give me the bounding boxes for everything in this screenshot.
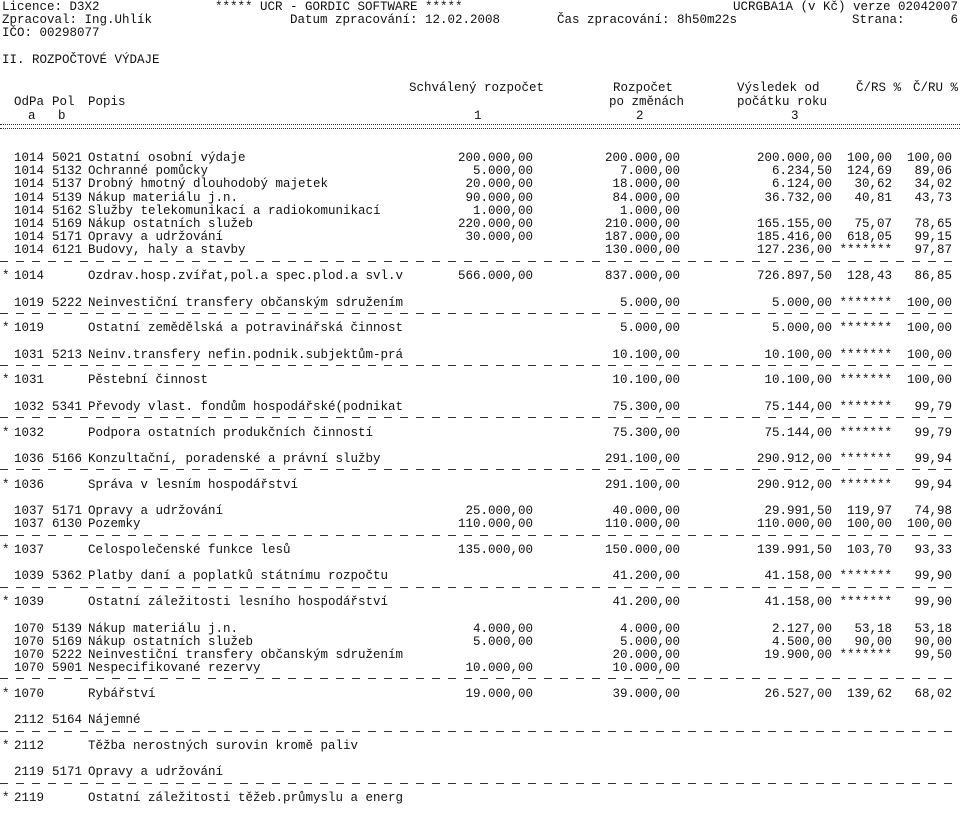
pol-cell: 5162 [52, 203, 83, 218]
odpa-cell: 1031 [14, 347, 45, 362]
popis-cell: Budovy, haly a stavby [88, 243, 246, 258]
schvaleny-value: 30.000,00 [465, 230, 533, 245]
subtotal-marker: * [2, 477, 10, 492]
popis-cell: Konzultační, poradenské a právní služby [88, 451, 381, 466]
odpa-cell: 1039 [14, 595, 45, 610]
ru-value: 99,15 [914, 230, 952, 245]
dashed-separator [0, 261, 960, 262]
vysledek-value: 10.100,00 [764, 347, 832, 362]
odpa-cell: 1039 [14, 569, 45, 584]
ru-value: 100,00 [906, 517, 952, 532]
subtotal-row [0, 739, 960, 753]
dashed-separator [0, 587, 960, 588]
rs-value: ******* [839, 595, 892, 610]
ru-value: 43,73 [914, 190, 952, 205]
odpa-cell: 1070 [14, 686, 45, 701]
rozpocet-value: 10.000,00 [612, 661, 680, 676]
subtotal-marker: * [2, 269, 10, 284]
rozpocet-value: 5.000,00 [619, 634, 680, 649]
schvaleny-value: 566.000,00 [457, 269, 533, 284]
rozpocet-value: 40.000,00 [612, 504, 680, 519]
dashed-separator [0, 731, 960, 732]
pol-cell: 5362 [52, 569, 83, 584]
popis-cell: Těžba nerostných surovin kromě paliv [88, 739, 359, 754]
subtotal-row [0, 595, 960, 609]
subtotal-marker: * [2, 791, 10, 806]
vysledek-value: 26.527,00 [764, 686, 832, 701]
odpa-cell: 1036 [14, 451, 45, 466]
rozpocet-value: 18.000,00 [612, 177, 680, 192]
popis-cell: Ochranné pomůcky [88, 164, 209, 179]
vysledek-value: 5.000,00 [771, 295, 832, 310]
rs-value: 53,18 [854, 621, 892, 636]
vysledek-value: 19.900,00 [764, 647, 832, 662]
vysledek-value: 110.000,00 [756, 517, 832, 532]
col-rs: Č/RS % [856, 81, 902, 95]
schvaleny-value: 5.000,00 [472, 164, 533, 179]
ru-value: 86,85 [914, 269, 952, 284]
subtotal-marker: * [2, 373, 10, 388]
odpa-cell: 1037 [14, 517, 45, 532]
rs-value: 30,62 [854, 177, 892, 192]
cas-text: Čas zpracování: 8h50m22s [557, 13, 738, 27]
rozpocet-value: 1.000,00 [619, 203, 680, 218]
rozpocet-value: 291.100,00 [604, 451, 680, 466]
table-row [0, 517, 960, 531]
popis-cell: Opravy a udržování [88, 765, 224, 780]
ru-value: 100,00 [906, 347, 952, 362]
popis-cell: Nákup materiálu j.n. [88, 190, 239, 205]
rs-value: ******* [839, 295, 892, 310]
odpa-cell: 1031 [14, 373, 45, 388]
table-row [0, 191, 960, 205]
dashed-separator [0, 678, 960, 679]
col-ru: Č/RU % [912, 81, 958, 95]
vysledek-value: 6.234,50 [771, 164, 832, 179]
col-b: b [58, 109, 66, 123]
col-vysledek: Výsledek od [737, 81, 820, 95]
schvaleny-value: 19.000,00 [465, 686, 533, 701]
rs-value: ******* [839, 451, 892, 466]
rozpocet-value: 41.200,00 [612, 569, 680, 584]
col-schvaleny: Schválený rozpočet [409, 81, 545, 95]
odpa-cell: 2119 [14, 791, 45, 806]
rozpocet-value: 187.000,00 [604, 230, 680, 245]
rozpocet-value: 150.000,00 [604, 543, 680, 558]
rozpocet-value: 5.000,00 [619, 295, 680, 310]
table-row [0, 243, 960, 257]
table-row [0, 713, 960, 727]
ru-value: 100,00 [906, 151, 952, 165]
odpa-cell: 1037 [14, 543, 45, 558]
odpa-cell: 1070 [14, 661, 45, 676]
vysledek-value: 290.912,00 [756, 477, 832, 492]
vysledek-value: 36.732,00 [764, 190, 832, 205]
pol-cell: 5021 [52, 151, 83, 165]
odpa-cell: 1014 [14, 164, 45, 179]
rs-value: 40,81 [854, 190, 892, 205]
ico-text: IČO: 00298077 [2, 26, 100, 40]
popis-cell: Nákup ostatních služeb [88, 634, 254, 649]
ru-value: 74,98 [914, 504, 952, 519]
rozpocet-value: 291.100,00 [604, 477, 680, 492]
rs-value: 119,97 [846, 504, 892, 519]
rs-value: 75,07 [854, 217, 892, 231]
col-po-zmenach: po změnách [609, 95, 685, 109]
vysledek-value: 75.144,00 [764, 425, 832, 440]
vysledek-value: 29.991,50 [764, 504, 832, 519]
subtotal-row [0, 426, 960, 440]
pol-cell: 5166 [52, 451, 83, 466]
popis-cell: Platby daní a poplatků státnímu rozpočtu [88, 569, 389, 584]
odpa-cell: 1014 [14, 203, 45, 218]
odpa-cell: 1037 [14, 504, 45, 519]
popis-cell: Rybářství [88, 686, 156, 701]
rozpocet-value: 5.000,00 [619, 321, 680, 336]
ru-value: 97,87 [914, 243, 952, 258]
rs-value: 618,05 [846, 230, 892, 245]
popis-cell: Nájemné [88, 713, 141, 728]
table-row [0, 622, 960, 636]
col-1: 1 [474, 109, 482, 123]
rozpocet-value: 75.300,00 [612, 425, 680, 440]
ru-value: 78,65 [914, 217, 952, 231]
pol-cell: 5171 [52, 230, 83, 245]
col-2: 2 [636, 109, 644, 123]
subtotal-marker: * [2, 686, 10, 701]
rozpocet-value: 75.300,00 [612, 399, 680, 414]
table-row [0, 296, 960, 310]
popis-cell: Opravy a udržování [88, 230, 224, 245]
odpa-cell: 1019 [14, 321, 45, 336]
rs-value: ******* [839, 373, 892, 388]
odpa-cell: 1014 [14, 190, 45, 205]
rozpocet-value: 130.000,00 [604, 243, 680, 258]
rs-value: ******* [839, 347, 892, 362]
subtotal-row [0, 543, 960, 557]
vysledek-value: 165.155,00 [756, 217, 832, 231]
table-row [0, 151, 960, 165]
odpa-cell: 1014 [14, 269, 45, 284]
col-3: 3 [791, 109, 799, 123]
schvaleny-value: 220.000,00 [457, 217, 533, 231]
rozpocet-value: 4.000,00 [619, 621, 680, 636]
popis-cell: Nákup materiálu j.n. [88, 621, 239, 636]
schvaleny-value: 200.000,00 [457, 151, 533, 165]
ru-value: 99,90 [914, 569, 952, 584]
pol-cell: 6130 [52, 517, 83, 532]
schvaleny-value: 20.000,00 [465, 177, 533, 192]
col-odpa: OdPa [14, 95, 45, 109]
table-row [0, 204, 960, 218]
rs-value: 103,70 [846, 543, 892, 558]
rs-value: ******* [839, 399, 892, 414]
schvaleny-value: 5.000,00 [472, 634, 533, 649]
table-row [0, 569, 960, 583]
popis-cell: Pěstební činnost [88, 373, 209, 388]
vysledek-value: 2.127,00 [771, 621, 832, 636]
rs-value: ******* [839, 647, 892, 662]
schvaleny-value: 1.000,00 [472, 203, 533, 218]
rozpocet-value: 7.000,00 [619, 164, 680, 179]
rs-value: 139,62 [846, 686, 892, 701]
dashed-separator [0, 313, 960, 314]
table-row [0, 164, 960, 178]
schvaleny-value: 90.000,00 [465, 190, 533, 205]
pol-cell: 5169 [52, 217, 83, 231]
ru-value: 100,00 [906, 295, 952, 310]
header-rule [0, 124, 960, 129]
vysledek-value: 41.158,00 [764, 569, 832, 584]
odpa-cell: 1070 [14, 621, 45, 636]
pol-cell: 5213 [52, 347, 83, 362]
rs-value: 100,00 [846, 517, 892, 532]
popis-cell: Ostatní záležitosti lesního hospodářství [88, 595, 389, 610]
odpa-cell: 1014 [14, 217, 45, 231]
popis-cell: Neinv.transfery nefin.podnik.subjektům-prá [88, 347, 404, 362]
section-title-line [0, 53, 960, 67]
vysledek-value: 139.991,50 [756, 543, 832, 558]
zpracoval-text: Zpracoval: Ing.Uhlík [2, 13, 153, 27]
ru-value: 90,00 [914, 634, 952, 649]
dashed-separator [0, 469, 960, 470]
popis-cell: Neinvestiční transfery občanským sdružením [88, 647, 404, 662]
pol-cell: 6121 [52, 243, 83, 258]
col-popis: Popis [88, 95, 126, 109]
rs-value: ******* [839, 243, 892, 258]
ru-value: 34,02 [914, 177, 952, 192]
schvaleny-value: 135.000,00 [457, 543, 533, 558]
ru-value: 99,90 [914, 595, 952, 610]
version-text: UCRGBA1A (v Kč) verze 02042007 [732, 0, 958, 14]
column-header-line-1 [0, 81, 960, 95]
rozpocet-value: 39.000,00 [612, 686, 680, 701]
dashed-separator [0, 417, 960, 418]
col-a: a [28, 109, 36, 123]
ru-value: 99,94 [914, 477, 952, 492]
product-text: ***** UCR - GORDIC SOFTWARE ***** [215, 0, 463, 14]
odpa-cell: 1070 [14, 647, 45, 662]
vysledek-value: 10.100,00 [764, 373, 832, 388]
licence-text: Licence: D3X2 [2, 0, 100, 14]
dashed-separator [0, 535, 960, 536]
vysledek-value: 200.000,00 [756, 151, 832, 165]
pol-cell: 5139 [52, 621, 83, 636]
vysledek-value: 290.912,00 [756, 451, 832, 466]
pol-cell: 5901 [52, 661, 83, 676]
odpa-cell: 2112 [14, 713, 45, 728]
popis-cell: Neinvestiční transfery občanským sdružením [88, 295, 404, 310]
odpa-cell: 1070 [14, 634, 45, 649]
popis-cell: Služby telekomunikací a radiokomunikací [88, 203, 381, 218]
rozpocet-value: 837.000,00 [604, 269, 680, 284]
ru-value: 99,94 [914, 451, 952, 466]
ru-value: 100,00 [906, 373, 952, 388]
odpa-cell: 2112 [14, 739, 45, 754]
table-row [0, 635, 960, 649]
subtotal-row [0, 791, 960, 805]
popis-cell: Převody vlast. fondům hospodářské(podnikat [88, 399, 404, 414]
pol-cell: 5164 [52, 713, 83, 728]
odpa-cell: 1014 [14, 177, 45, 192]
pol-cell: 5169 [52, 634, 83, 649]
ru-value: 100,00 [906, 321, 952, 336]
dashed-separator [0, 365, 960, 366]
vysledek-value: 4.500,00 [771, 634, 832, 649]
header-line-2 [0, 13, 960, 27]
table-row [0, 504, 960, 518]
table-row [0, 348, 960, 362]
rozpocet-value: 41.200,00 [612, 595, 680, 610]
rozpocet-value: 110.000,00 [604, 517, 680, 532]
odpa-cell: 1014 [14, 151, 45, 165]
strana-label: Strana: [852, 13, 905, 27]
pol-cell: 5222 [52, 647, 83, 662]
table-row [0, 217, 960, 231]
vysledek-value: 75.144,00 [764, 399, 832, 414]
table-row [0, 400, 960, 414]
rozpocet-value: 20.000,00 [612, 647, 680, 662]
odpa-cell: 1014 [14, 230, 45, 245]
popis-cell: Podpora ostatních produkčních činností [88, 425, 374, 440]
popis-cell: Opravy a udržování [88, 504, 224, 519]
subtotal-row [0, 269, 960, 283]
odpa-cell: 1014 [14, 243, 45, 258]
popis-cell: Ostatní osobní výdaje [88, 151, 246, 165]
col-pocatku: počátku roku [737, 95, 828, 109]
page-number: 6 [950, 13, 958, 27]
odpa-cell: 1032 [14, 425, 45, 440]
rozpocet-value: 200.000,00 [604, 151, 680, 165]
rozpocet-value: 84.000,00 [612, 190, 680, 205]
rs-value: ******* [839, 321, 892, 336]
popis-cell: Pozemky [88, 517, 141, 532]
table-row [0, 765, 960, 779]
ru-value: 99,50 [914, 647, 952, 662]
table-row [0, 648, 960, 662]
pol-cell: 5171 [52, 504, 83, 519]
dashed-separator [0, 783, 960, 784]
section-title: II. ROZPOČTOVÉ VÝDAJE [2, 53, 160, 67]
popis-cell: Ostatní záležitosti těžeb.průmyslu a energ [88, 791, 404, 806]
vysledek-value: 41.158,00 [764, 595, 832, 610]
vysledek-value: 6.124,00 [771, 177, 832, 192]
schvaleny-value: 25.000,00 [465, 504, 533, 519]
popis-cell: Drobný hmotný dlouhodobý majetek [88, 177, 329, 192]
rs-value: ******* [839, 477, 892, 492]
column-header-line-2 [0, 95, 960, 109]
rs-value: 90,00 [854, 634, 892, 649]
subtotal-marker: * [2, 595, 10, 610]
rs-value: 124,69 [846, 164, 892, 179]
schvaleny-value: 4.000,00 [472, 621, 533, 636]
popis-cell: Ostatní zemědělská a potravinářská činnost [88, 321, 404, 336]
table-row [0, 452, 960, 466]
popis-cell: Správa v lesním hospodářství [88, 477, 299, 492]
datum-text: Datum zpracování: 12.02.2008 [290, 13, 501, 27]
rs-value: ******* [839, 425, 892, 440]
table-row [0, 230, 960, 244]
col-pol: Pol [52, 95, 75, 109]
rs-value: 100,00 [846, 151, 892, 165]
rs-value: ******* [839, 569, 892, 584]
subtotal-marker: * [2, 739, 10, 754]
pol-cell: 5132 [52, 164, 83, 179]
popis-cell: Nákup ostatních služeb [88, 217, 254, 231]
schvaleny-value: 10.000,00 [465, 661, 533, 676]
subtotal-row [0, 321, 960, 335]
ru-value: 89,06 [914, 164, 952, 179]
subtotal-row [0, 687, 960, 701]
rozpocet-value: 10.100,00 [612, 347, 680, 362]
popis-cell: Nespecifikované rezervy [88, 661, 261, 676]
rs-value: 128,43 [846, 269, 892, 284]
table-row [0, 661, 960, 675]
odpa-cell: 1032 [14, 399, 45, 414]
ru-value: 93,33 [914, 543, 952, 558]
odpa-cell: 1036 [14, 477, 45, 492]
header-line-3 [0, 26, 960, 40]
pol-cell: 5139 [52, 190, 83, 205]
pol-cell: 5341 [52, 399, 83, 414]
subtotal-row [0, 478, 960, 492]
ru-value: 99,79 [914, 425, 952, 440]
vysledek-value: 5.000,00 [771, 321, 832, 336]
ru-value: 53,18 [914, 621, 952, 636]
table-row [0, 177, 960, 191]
schvaleny-value: 110.000,00 [457, 517, 533, 532]
popis-cell: Celospolečenské funkce lesů [88, 543, 291, 558]
subtotal-marker: * [2, 543, 10, 558]
col-rozpocet: Rozpočet [613, 81, 674, 95]
vysledek-value: 185.416,00 [756, 230, 832, 245]
ru-value: 68,02 [914, 686, 952, 701]
subtotal-marker: * [2, 425, 10, 440]
pol-cell: 5171 [52, 765, 83, 780]
subtotal-marker: * [2, 321, 10, 336]
rozpocet-value: 10.100,00 [612, 373, 680, 388]
popis-cell: Ozdrav.hosp.zvířat,pol.a spec.plod.a svl.v [88, 269, 404, 284]
ru-value: 99,79 [914, 399, 952, 414]
odpa-cell: 1019 [14, 295, 45, 310]
header-line-1 [0, 0, 960, 14]
vysledek-value: 726.897,50 [756, 269, 832, 284]
pol-cell: 5137 [52, 177, 83, 192]
subtotal-row [0, 373, 960, 387]
rozpocet-value: 210.000,00 [604, 217, 680, 231]
odpa-cell: 2119 [14, 765, 45, 780]
pol-cell: 5222 [52, 295, 83, 310]
vysledek-value: 127.236,00 [756, 243, 832, 258]
column-header-line-3 [0, 109, 960, 123]
